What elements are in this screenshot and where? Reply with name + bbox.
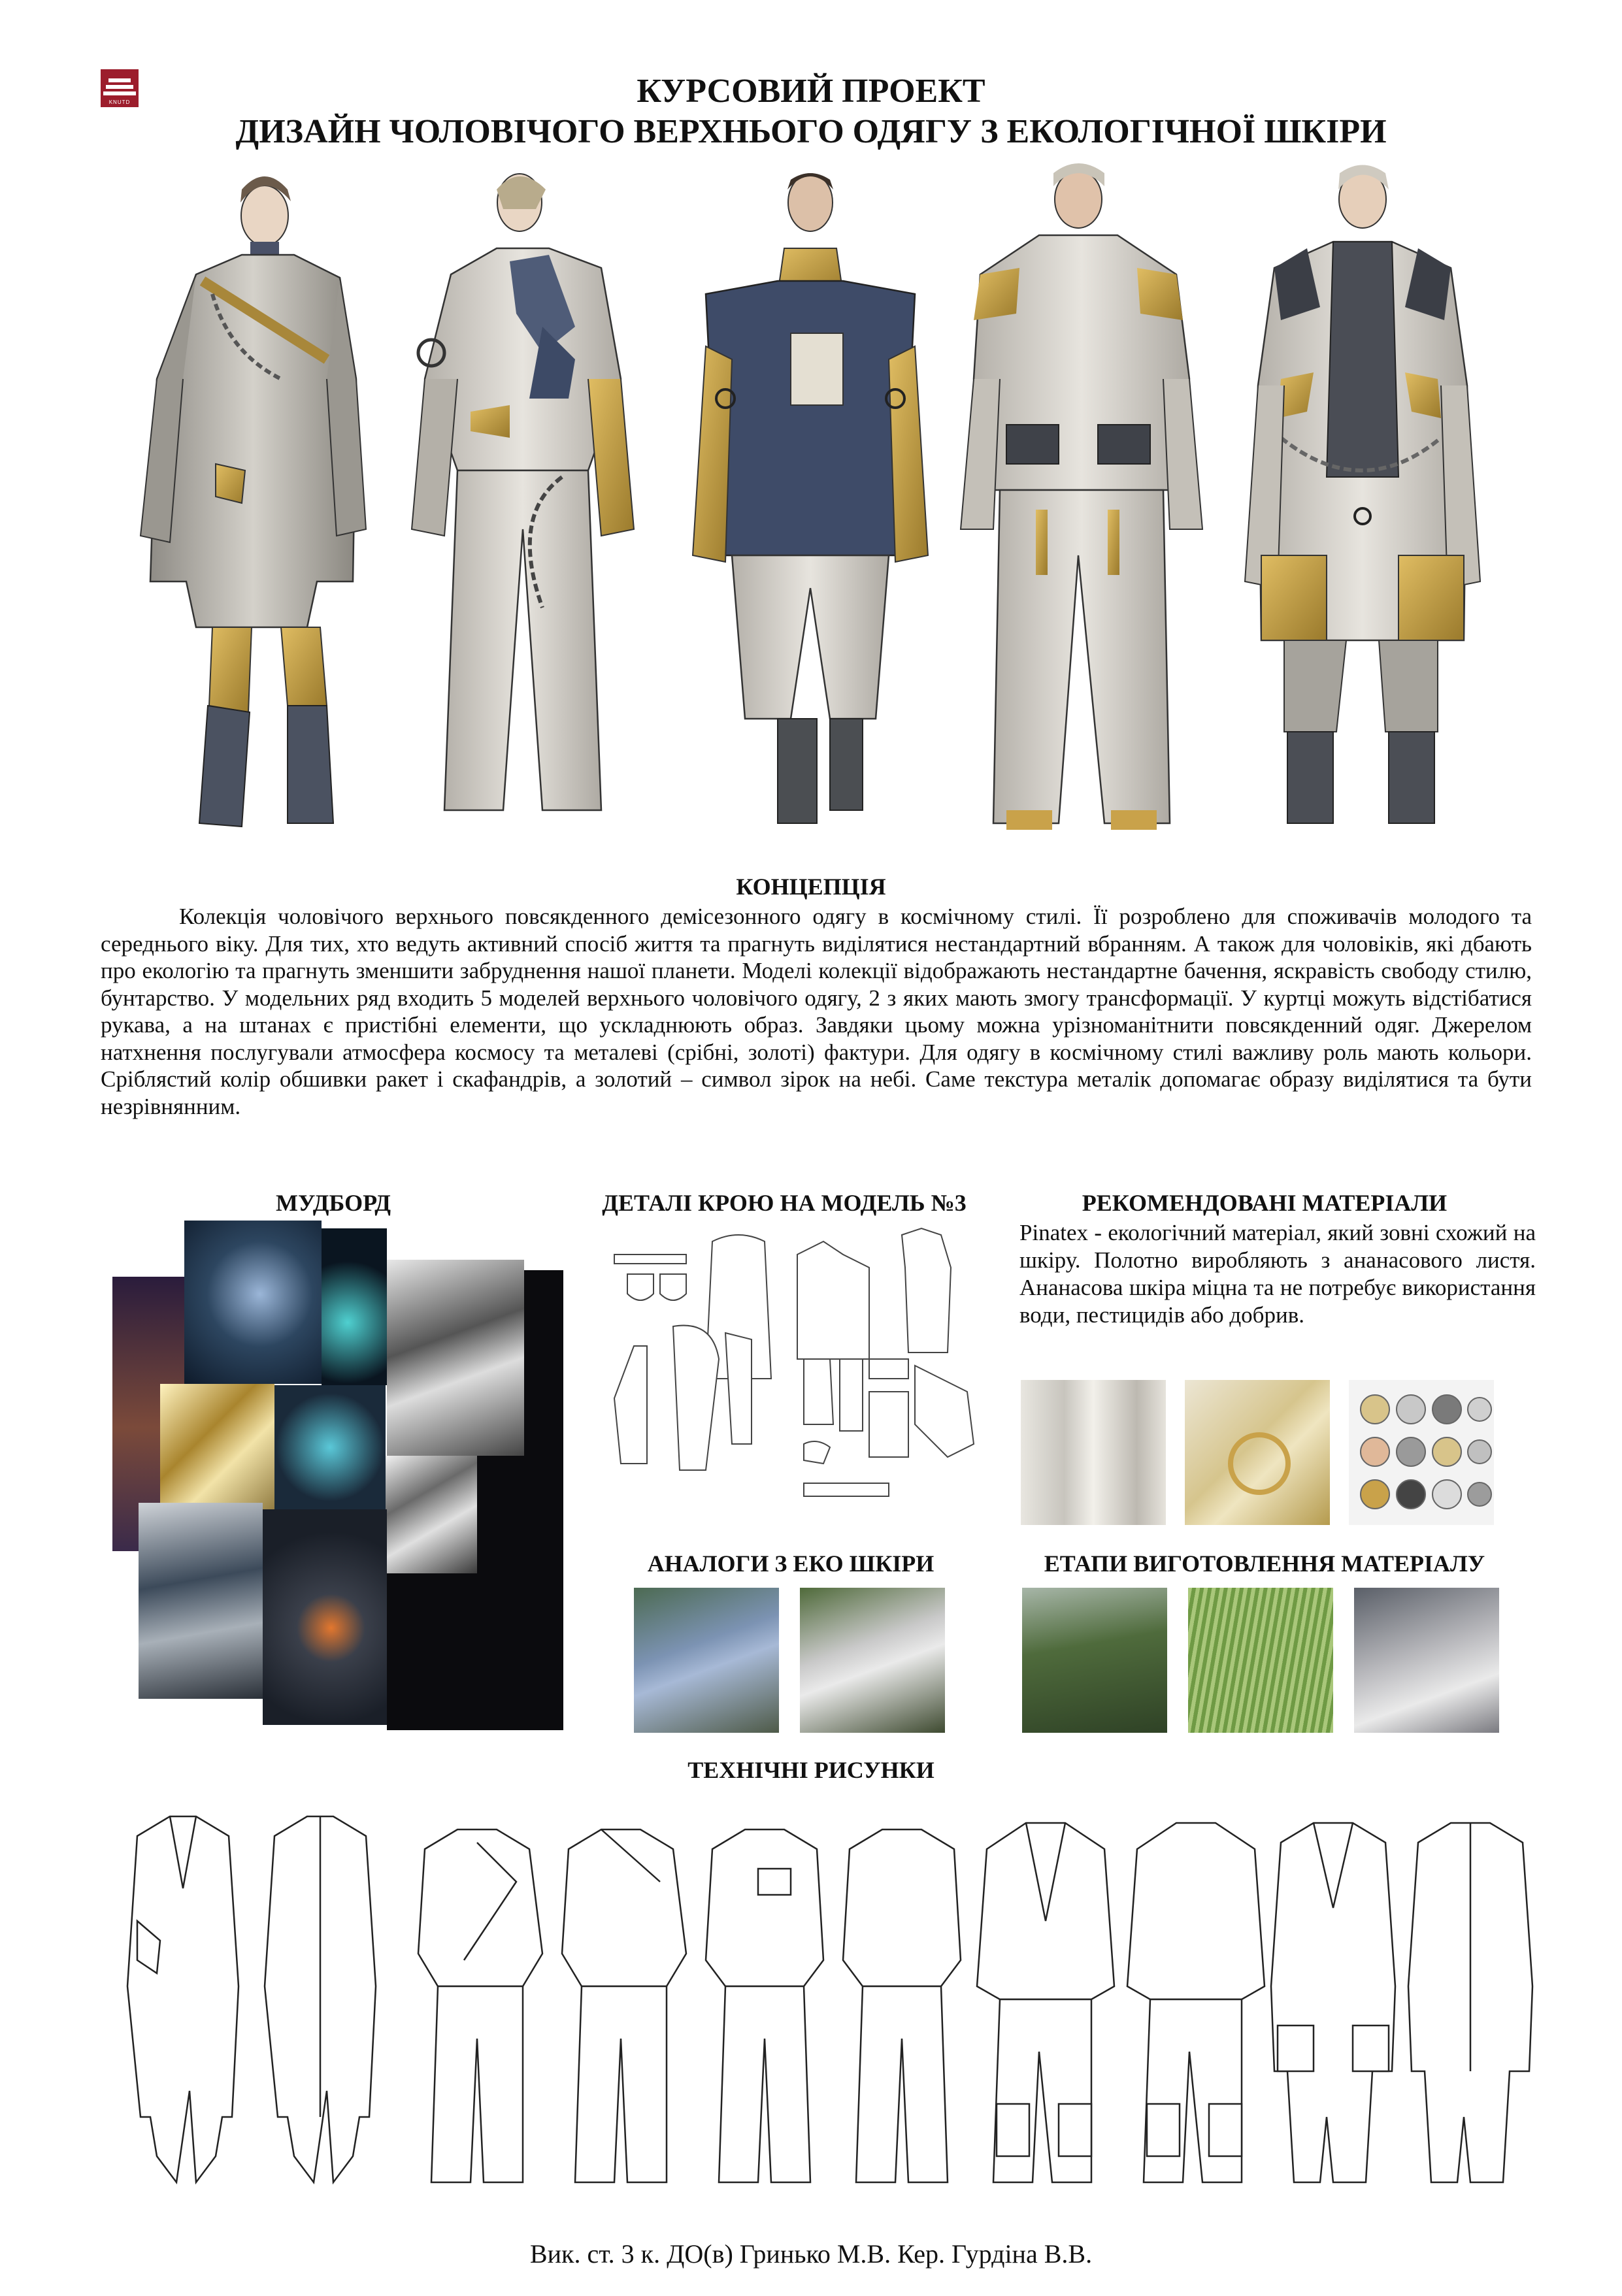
- tech-model-1-front: [127, 1816, 239, 2182]
- tech-model-5-back: [1408, 1823, 1532, 2182]
- materials-heading: РЕКОМЕНДОВАНІ МАТЕРІАЛИ: [1082, 1190, 1448, 1216]
- pattern-panel: [804, 1359, 833, 1424]
- snap-buttons-icon: [1349, 1380, 1494, 1525]
- zipper-photo: [1185, 1380, 1330, 1525]
- mood-crumpled-foil-photo: [139, 1503, 263, 1699]
- production-heading: ЕТАПИ ВИГОТОВЛЕННЯ МАТЕРІАЛУ: [1044, 1550, 1485, 1577]
- mood-particles-photo: [322, 1228, 387, 1385]
- model-3-sketch: [693, 173, 928, 823]
- zipper-ring-icon: [1228, 1432, 1291, 1495]
- pattern-pieces: [608, 1228, 980, 1516]
- pineapple-field-photo: [1022, 1588, 1167, 1733]
- pattern-leg: [673, 1326, 719, 1470]
- mood-foil-photo: [387, 1260, 524, 1456]
- pattern-heading: ДЕТАЛІ КРОЮ НА МОДЕЛЬ №3: [602, 1190, 967, 1216]
- technical-drawings: [98, 1790, 1523, 2208]
- tech-model-5-front: [1271, 1823, 1395, 2182]
- analogs-heading: АНАЛОГИ З ЕКО ШКІРИ: [647, 1550, 935, 1577]
- tech-model-4-front: [977, 1823, 1114, 2182]
- pattern-collar: [804, 1441, 830, 1464]
- model-2-sketch: [412, 174, 634, 810]
- mood-silver-foil-photo: [386, 1456, 477, 1573]
- mood-galaxy-photo: [274, 1385, 386, 1509]
- tech-model-1-back: [265, 1816, 376, 2182]
- pattern-pocket: [627, 1274, 654, 1300]
- concept-text: [101, 903, 1532, 1120]
- pinatex-fabric-photo: [1021, 1380, 1166, 1525]
- model-5-sketch: [1245, 165, 1480, 824]
- footer-credits: Вик. ст. 3 к. ДО(в) Гринько М.В. Кер. Гурдіна В.В.: [529, 2239, 1093, 2269]
- fashion-illustrations: [0, 163, 1622, 856]
- pattern-panel: [840, 1359, 863, 1431]
- page-subtitle: ДИЗАЙН ЧОЛОВІЧОГО ВЕРХНЬОГО ОДЯГУ З ЕКОЛОГІЧНОЇ ШКІРИ: [235, 113, 1387, 150]
- pattern-facing: [915, 1366, 974, 1457]
- tech-model-3-front: [706, 1829, 823, 2182]
- materials-text: Pinatex - екологічний матеріал, який зовні схожий на шкіру. Полотно виробляють з ананасового листя. Ананасова шкіра міцна та не потребує використання води, пестицидів або добрив.: [1019, 1220, 1536, 1328]
- technical-heading: ТЕХНІЧНІ РИСУНКИ: [687, 1757, 935, 1783]
- pattern-pocket-bag: [869, 1392, 908, 1457]
- concept-paragraph: Колекція чоловічого верхнього повсякденного демісезонного одягу в космічному стилі. Її розроблено для споживачів молодого та середнього віку. Для тих, хто ведуть активний спосіб життя та прагнуть виділятися нестандартний вбранням. А також для чоловіків, які дбають про екологію та прагнуть зменшити забруднення нашої планети. Моделі колекції відображають нестандартне бачення, яскравість свободу стилю, бунтарство. У модельних ряд входить 5 моделей верхнього чоловічого одягу, 2 з яких мають змогу трансформації. У куртці можуть відстібатися рукава, а на штанах є пристібні елементи, що ускладнюють образ. Завдяки цьому можна урізноманітнити повсякденний одяг. Джерелом натхнення послугували атмосфера космосу та металеві (срібні, золоті) фактури. Для одягу в космічному стилі важливу роль мають кольори. Сріблястий колір обшивки ракет і скафандрів, а золотий – символ зірок на небі. Саме текстура металік допомагає образу виділятися та бути незрівнянним.: [101, 904, 1532, 1119]
- pattern-waistband: [804, 1483, 889, 1496]
- pattern-back: [902, 1228, 951, 1353]
- fabric-roll-photo: [1354, 1588, 1499, 1733]
- pattern-leg: [725, 1333, 752, 1444]
- logo-text: KNUTD: [108, 99, 131, 105]
- pattern-leg: [614, 1346, 647, 1464]
- mood-explorer-photo: [263, 1509, 387, 1725]
- pattern-front: [797, 1241, 869, 1359]
- tech-model-2-front: [418, 1829, 542, 2182]
- mood-astronaut-photo: [184, 1221, 322, 1384]
- pattern-flap: [869, 1359, 908, 1379]
- pattern-strip: [614, 1255, 686, 1264]
- model-4-sketch: [961, 163, 1202, 830]
- snaps-photo: [1349, 1380, 1494, 1525]
- analog-denim-jacket-photo: [634, 1588, 779, 1733]
- tech-model-3-back: [843, 1829, 961, 2182]
- analog-silver-jacket-photo: [800, 1588, 945, 1733]
- model-1-sketch: [141, 176, 366, 827]
- fiber-drying-photo: [1188, 1588, 1333, 1733]
- tech-model-2-back: [562, 1829, 686, 2182]
- moodboard-heading: МУДБОРД: [276, 1190, 391, 1216]
- page-title: КУРСОВИЙ ПРОЕКТ: [637, 73, 985, 110]
- pattern-pocket: [660, 1274, 686, 1300]
- tech-model-4-back: [1127, 1823, 1265, 2182]
- concept-heading: КОНЦЕПЦІЯ: [736, 874, 886, 900]
- mood-stars-strip: [524, 1270, 563, 1466]
